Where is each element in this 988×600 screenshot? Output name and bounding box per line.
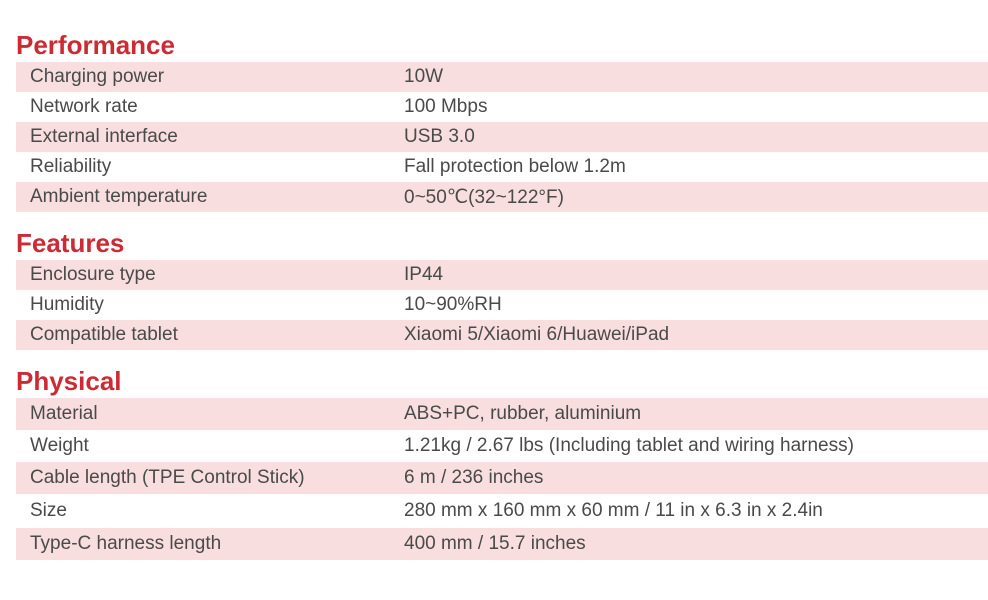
spec-label: Material <box>30 403 98 424</box>
spec-value: Fall protection below 1.2m <box>404 156 626 177</box>
spec-row <box>16 62 988 92</box>
section-title-features: Features <box>16 228 125 258</box>
spec-label: Weight <box>30 435 89 456</box>
spec-label: External interface <box>30 126 178 147</box>
spec-value: 10W <box>404 66 444 87</box>
spec-label: Reliability <box>30 156 112 177</box>
spec-value: 100 Mbps <box>404 96 488 117</box>
spec-label: Size <box>30 500 67 521</box>
spec-row <box>16 528 988 560</box>
spec-value: 10~90%RH <box>404 294 502 315</box>
spec-value: 280 mm x 160 mm x 60 mm / 11 in x 6.3 in x 2.4in <box>404 500 823 521</box>
spec-value: Xiaomi 5/Xiaomi 6/Huawei/iPad <box>404 324 670 345</box>
spec-value: 0~50℃(32~122°F) <box>404 186 564 208</box>
spec-label: Enclosure type <box>30 264 156 285</box>
spec-row <box>16 182 988 212</box>
spec-value: IP44 <box>404 264 444 285</box>
spec-row <box>16 430 988 462</box>
spec-label: Type-C harness length <box>30 533 222 554</box>
spec-label: Cable length (TPE Control Stick) <box>30 467 305 488</box>
spec-sheet <box>16 28 988 560</box>
spec-row <box>16 290 988 320</box>
spec-label: Humidity <box>30 294 104 315</box>
spec-label: Ambient temperature <box>30 186 208 207</box>
spec-row <box>16 462 988 494</box>
spec-row <box>16 398 988 430</box>
spec-label: Network rate <box>30 96 138 117</box>
spec-row <box>16 122 988 152</box>
spec-row <box>16 320 988 350</box>
performance-table <box>16 62 988 212</box>
spec-value: 6 m / 236 inches <box>404 467 544 488</box>
spec-row <box>16 260 988 290</box>
features-table <box>16 260 988 350</box>
spec-label: Charging power <box>30 66 165 87</box>
spec-label: Compatible tablet <box>30 324 178 345</box>
spec-value: USB 3.0 <box>404 126 475 147</box>
spec-row <box>16 92 988 122</box>
physical-table <box>16 398 988 560</box>
spec-value: ABS+PC, rubber, aluminium <box>404 403 642 424</box>
spec-value: 400 mm / 15.7 inches <box>404 533 586 554</box>
spec-value: 1.21kg / 2.67 lbs (Including tablet and wiring harness) <box>404 435 854 456</box>
section-title-performance: Performance <box>16 30 175 60</box>
spec-row <box>16 494 988 528</box>
spec-row <box>16 152 988 182</box>
section-title-physical: Physical <box>16 366 122 396</box>
